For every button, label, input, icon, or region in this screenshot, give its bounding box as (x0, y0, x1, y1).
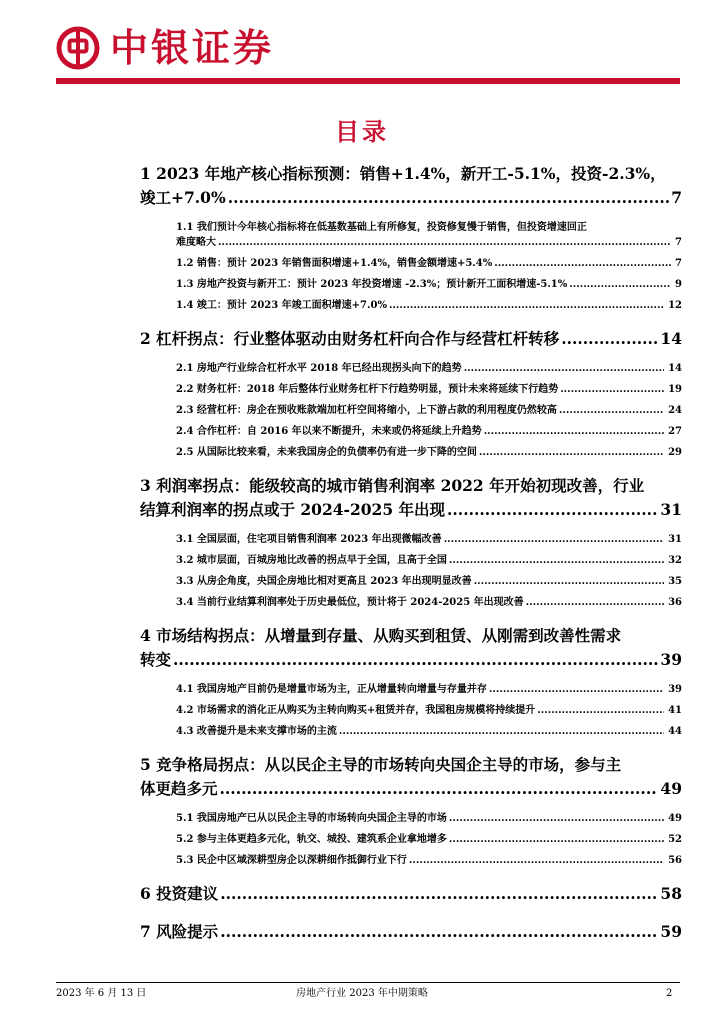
leader-dots (479, 445, 664, 460)
chapter-page-number[interactable]: 31 (660, 500, 682, 519)
subsection-title-line[interactable]: 3.3 从房企角度，央国企房地比相对更高且 2023 年出现明显改善 (176, 576, 472, 587)
leader-dots (561, 327, 658, 351)
subsection-page-number[interactable]: 44 (668, 726, 682, 737)
subsection-title-line[interactable]: 4.2 市场需求的消化正从购买为主转向购买+租赁并存，我国租房规模将持续提升 (176, 705, 536, 716)
subsection-title-line[interactable]: 5.2 参与主体更趋多元化，轨交、城投、建筑系企业拿地增多 (176, 834, 447, 845)
toc-subsections (176, 811, 682, 868)
subsection-title-line[interactable]: 1.4 竣工：预计 2023 年竣工面积增速+7.0% (176, 300, 387, 311)
chapter-title-line[interactable]: 2 杠杆拐点：行业整体驱动由财务杠杆向合作与经营杠杆转移 (140, 329, 560, 348)
toc-subsection[interactable] (176, 853, 682, 868)
subsection-title-row[interactable] (176, 277, 682, 292)
chapter-title-line[interactable]: 结算利润率的拐点或于 2024-2025 年出现 (140, 500, 446, 519)
toc-subsection[interactable] (176, 703, 682, 718)
page-header (0, 0, 724, 86)
leader-dots (494, 256, 671, 271)
toc-subsections (176, 361, 682, 460)
chapter-title-row[interactable] (140, 648, 682, 672)
subsection-title-row[interactable] (176, 361, 682, 376)
toc-subsection[interactable] (176, 532, 682, 547)
subsection-page-number[interactable]: 56 (668, 855, 682, 866)
bank-of-china-logo-icon (56, 26, 100, 70)
chapter-page-number[interactable]: 58 (660, 884, 682, 903)
subsection-title-line[interactable]: 难度略大 (176, 237, 216, 248)
leader-dots (484, 424, 664, 439)
subsection-title-line[interactable]: 2.1 房地产行业综合杠杆水平 2018 年已经出现拐头向下的趋势 (176, 363, 462, 374)
subsection-title-row[interactable] (176, 532, 682, 547)
toc-subsection[interactable] (176, 595, 682, 610)
subsection-page-number[interactable]: 7 (675, 258, 682, 269)
leader-dots (569, 277, 671, 292)
leader-dots (449, 553, 664, 568)
subsection-title-row[interactable] (176, 235, 682, 250)
toc-subsection[interactable] (176, 832, 682, 847)
toc-subsection[interactable] (176, 298, 682, 313)
subsection-page-number[interactable]: 32 (668, 555, 682, 566)
toc-subsection[interactable] (176, 424, 682, 439)
leader-dots (526, 595, 664, 610)
footer-divider (56, 982, 680, 983)
toc-subsections (176, 220, 682, 313)
subsection-title-row[interactable] (176, 256, 682, 271)
subsection-page-number[interactable]: 9 (675, 279, 682, 290)
subsection-page-number[interactable]: 39 (668, 684, 682, 695)
leader-dots (389, 298, 664, 313)
leader-dots (560, 382, 664, 397)
chapter-page-number[interactable]: 39 (660, 650, 682, 669)
subsection-title-row[interactable] (176, 298, 682, 313)
toc-subsection[interactable] (176, 811, 682, 826)
chapter-title-line[interactable]: 4 市场结构拐点：从增量到存量、从购买到租赁、从刚需到改善性需求 (140, 626, 622, 645)
subsection-page-number[interactable]: 27 (668, 426, 682, 437)
chapter-title-row[interactable] (140, 498, 682, 522)
chapter-title-line[interactable]: 3 利润率拐点：能级较高的城市销售利润率 2022 年开始初现改善，行业 (140, 476, 645, 495)
subsection-title-line[interactable]: 1.1 我们预计今年核心指标将在低基数基础上有所修复，投资修复慢于销售，但投资增速回正 (176, 222, 587, 233)
toc-subsection[interactable] (176, 361, 682, 376)
subsection-title-row[interactable] (176, 853, 682, 868)
subsection-title-line[interactable]: 5.1 我国房地产已从以民企主导的市场转向央国企主导的市场 (176, 813, 447, 824)
toc-subsection[interactable] (176, 682, 682, 697)
subsection-page-number[interactable]: 29 (668, 447, 682, 458)
subsection-title-line[interactable]: 1.3 房地产投资与新开工：预计 2023 年投资增速 -2.3%；预计新开工面积增速-5.1% (176, 279, 568, 290)
subsection-title-row[interactable] (176, 403, 682, 418)
chapter-page-number[interactable]: 14 (660, 329, 682, 348)
toc-subsection[interactable] (176, 574, 682, 589)
chapter-title-line[interactable]: 转变 (140, 650, 172, 669)
chapter-title-line[interactable]: 5 竞争格局拐点：从以民企主导的市场转向央国企主导的市场，参与主 (140, 755, 622, 774)
subsection-title-line[interactable]: 3.4 当前行业结算利润率处于历史最低位，预计将于 2024-2025 年出现改善 (176, 597, 524, 608)
subsection-page-number[interactable]: 52 (668, 834, 682, 845)
leader-dots (474, 574, 664, 589)
chapter-title-line[interactable]: 7 风险提示 (140, 922, 219, 941)
toc-subsection[interactable] (176, 382, 682, 397)
subsection-title-line[interactable]: 1.2 销售：预计 2023 年销售面积增速+1.4%，销售金额增速+5.4% (176, 258, 493, 269)
leader-dots (220, 777, 659, 801)
subsection-title-row[interactable] (176, 724, 682, 739)
subsection-title-line[interactable]: 3.1 全国层面，住宅项目销售利润率 2023 年出现微幅改善 (176, 534, 442, 545)
subsection-title-line[interactable]: 2.5 从国际比较来看，未来我国房企的负债率仍有进一步下降的空间 (176, 447, 477, 458)
leader-dots (409, 853, 664, 868)
subsection-page-number[interactable]: 24 (668, 405, 682, 416)
chapter-page-number[interactable]: 49 (660, 779, 682, 798)
subsection-page-number[interactable]: 14 (668, 363, 682, 374)
toc-title: 目录 (335, 118, 389, 146)
subsection-title-row[interactable] (176, 553, 682, 568)
leader-dots (489, 682, 664, 697)
toc-subsection[interactable] (176, 403, 682, 418)
toc-subsection[interactable] (176, 724, 682, 739)
subsection-page-number[interactable]: 12 (668, 300, 682, 311)
subsection-title-row[interactable] (176, 703, 682, 718)
subsection-title-row[interactable] (176, 382, 682, 397)
subsection-title-line[interactable]: 2.2 财务杠杆：2018 年后整体行业财务杠杆下行趋势明显，预计未来将延续下行趋势 (176, 384, 559, 395)
leader-dots (464, 361, 664, 376)
subsection-title-row[interactable] (176, 811, 682, 826)
leader-dots (559, 403, 664, 418)
toc-subsection[interactable] (176, 277, 682, 292)
leader-dots (220, 882, 658, 906)
toc-chapter[interactable] (140, 882, 682, 906)
leader-dots (339, 724, 664, 739)
toc-chapter[interactable] (140, 327, 682, 460)
leader-dots (173, 648, 658, 672)
subsection-page-number[interactable]: 19 (668, 384, 682, 395)
chapter-page-number[interactable]: 7 (671, 188, 682, 207)
subsection-page-number[interactable]: 36 (668, 597, 682, 608)
chapter-title-row[interactable] (140, 920, 682, 944)
chapter-title-row[interactable] (140, 882, 682, 906)
subsection-page-number[interactable]: 41 (668, 705, 682, 716)
chapter-title-line[interactable]: 6 投资建议 (140, 884, 219, 903)
toc-subsections (176, 532, 682, 610)
chapter-page-number[interactable]: 59 (660, 922, 682, 941)
toc-subsection[interactable] (176, 553, 682, 568)
toc-subsections (176, 682, 682, 739)
header-divider (56, 78, 680, 84)
subsection-title-row[interactable] (176, 424, 682, 439)
toc-chapter[interactable] (140, 753, 682, 868)
subsection-page-number[interactable]: 31 (668, 534, 682, 545)
subsection-page-number[interactable]: 35 (668, 576, 682, 587)
footer-report-title: 房地产行业 2023 年中期策略 (296, 988, 428, 999)
subsection-title-row[interactable] (176, 595, 682, 610)
toc-subsection[interactable] (176, 220, 682, 250)
chapter-title-line[interactable]: 体更趋多元 (140, 779, 218, 798)
table-of-contents (140, 162, 682, 944)
leader-dots (444, 532, 664, 547)
toc-chapter[interactable] (140, 624, 682, 739)
leader-dots (228, 186, 670, 210)
subsection-title-line[interactable]: 5.3 民企中区域深耕型房企以深耕细作抵御行业下行 (176, 855, 407, 866)
subsection-title-line[interactable]: 2.3 经营杠杆：房企在预收账款端加杠杆空间将缩小，上下游占款的利用程度仍然较高 (176, 405, 557, 416)
footer-page-number: 2 (666, 988, 673, 999)
subsection-title-line[interactable]: 4.3 改善提升是未来支撑市场的主流 (176, 726, 337, 737)
subsection-title-row[interactable] (176, 445, 682, 460)
subsection-page-number[interactable]: 7 (675, 237, 682, 248)
toc-chapter[interactable] (140, 474, 682, 610)
leader-dots (220, 920, 658, 944)
subsection-page-number[interactable]: 49 (668, 813, 682, 824)
subsection-title-line[interactable]: 2.4 合作杠杆：自 2016 年以来不断提升，未来或仍将延续上升趋势 (176, 426, 482, 437)
footer-date: 2023 年 6 月 13 日 (56, 988, 147, 999)
toc-chapter[interactable] (140, 920, 682, 944)
chapter-title-line[interactable]: 1 2023 年地产核心指标预测：销售+1.4%，新开工-5.1%，投资-2.3%， (140, 164, 666, 183)
leader-dots (449, 832, 664, 847)
subsection-title-row[interactable] (176, 682, 682, 697)
chapter-title-row[interactable] (140, 327, 682, 351)
brand-name: 中银证券 (110, 26, 275, 70)
chapter-title-row[interactable] (140, 777, 682, 801)
toc-chapter[interactable] (140, 162, 682, 313)
chapter-title-row[interactable] (140, 186, 682, 210)
leader-dots (447, 498, 658, 522)
leader-dots (537, 703, 664, 718)
subsection-title-line[interactable]: 3.2 城市层面，百城房地比改善的拐点早于全国，且高于全国 (176, 555, 447, 566)
toc-subsection[interactable] (176, 256, 682, 271)
subsection-title-line[interactable]: 4.1 我国房地产目前仍是增量市场为主，正从增量转向增量与存量并存 (176, 684, 487, 695)
leader-dots (449, 811, 664, 826)
toc-subsection[interactable] (176, 445, 682, 460)
subsection-title-row[interactable] (176, 832, 682, 847)
chapter-title-line[interactable]: 竣工+7.0% (140, 188, 226, 207)
leader-dots (218, 235, 671, 250)
subsection-title-row[interactable] (176, 574, 682, 589)
